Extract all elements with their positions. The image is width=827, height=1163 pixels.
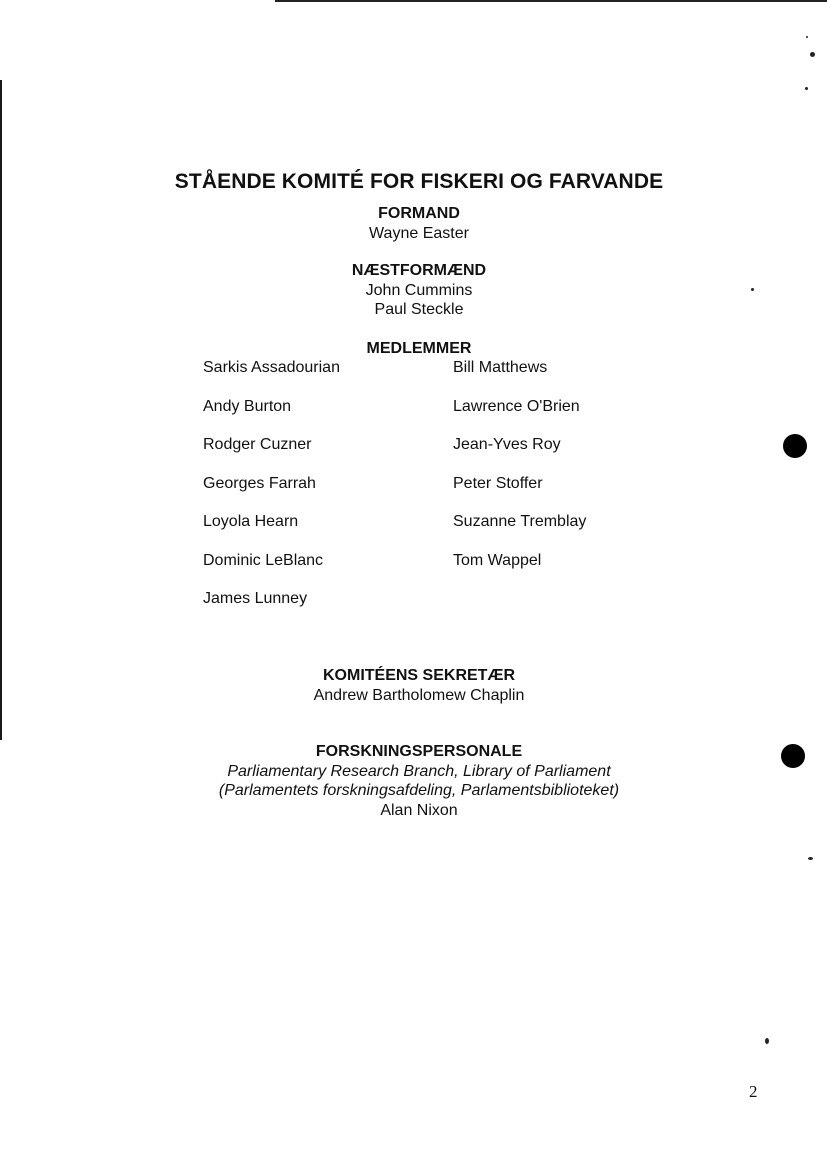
scan-speck xyxy=(806,36,808,38)
member-name: Loyola Hearn xyxy=(203,513,299,530)
members-section xyxy=(0,339,827,359)
member-name: Peter Stoffer xyxy=(453,475,543,492)
research-section xyxy=(0,742,827,820)
clerk-heading: KOMITÉENS SEKRETÆR xyxy=(322,667,515,684)
vice-chairs-heading: NÆSTFORMÆND xyxy=(351,262,487,279)
member-name: Jean-Yves Roy xyxy=(453,436,561,453)
document-title: STÅENDE KOMITÉ FOR FISKERI OG FARVANDE xyxy=(174,170,664,193)
chair-name: Wayne Easter xyxy=(369,224,469,242)
scan-top-line xyxy=(275,0,827,2)
members-heading: MEDLEMMER xyxy=(366,340,472,357)
scan-speck xyxy=(810,52,815,57)
clerk-section xyxy=(0,666,827,705)
clerk-name: Andrew Bartholomew Chaplin xyxy=(313,686,525,704)
punch-hole xyxy=(783,434,807,458)
scan-speck xyxy=(808,857,813,860)
research-branch-translation: (Parlamentets forskningsafdeling, Parlamentsbiblioteket) xyxy=(218,782,620,799)
scan-speck xyxy=(805,87,808,90)
member-name: James Lunney xyxy=(203,590,308,607)
member-name: Bill Matthews xyxy=(453,359,548,376)
vice-chairs-section xyxy=(0,261,827,320)
member-name: Tom Wappel xyxy=(453,552,542,569)
research-branch-line: Parliamentary Research Branch, Library of Parliament xyxy=(227,762,611,780)
member-name: Andy Burton xyxy=(203,398,292,415)
member-name: Dominic LeBlanc xyxy=(203,552,324,569)
member-name: Suzanne Tremblay xyxy=(453,513,587,530)
chair-section xyxy=(0,204,827,243)
vice-chair-name: John Cummins xyxy=(365,281,473,299)
member-name: Rodger Cuzner xyxy=(203,436,312,453)
member-name: Lawrence O'Brien xyxy=(453,398,580,415)
page-number: 2 xyxy=(749,1082,758,1101)
vice-chair-name: Paul Steckle xyxy=(374,301,464,318)
research-heading: FORSKNINGSPERSONALE xyxy=(315,743,523,760)
scan-speck xyxy=(751,288,754,291)
member-name: Sarkis Assadourian xyxy=(203,359,340,376)
scan-speck xyxy=(765,1038,769,1044)
chair-heading: FORMAND xyxy=(378,205,460,222)
research-name: Alan Nixon xyxy=(380,801,458,819)
punch-hole xyxy=(781,744,805,768)
member-name: Georges Farrah xyxy=(203,475,316,492)
